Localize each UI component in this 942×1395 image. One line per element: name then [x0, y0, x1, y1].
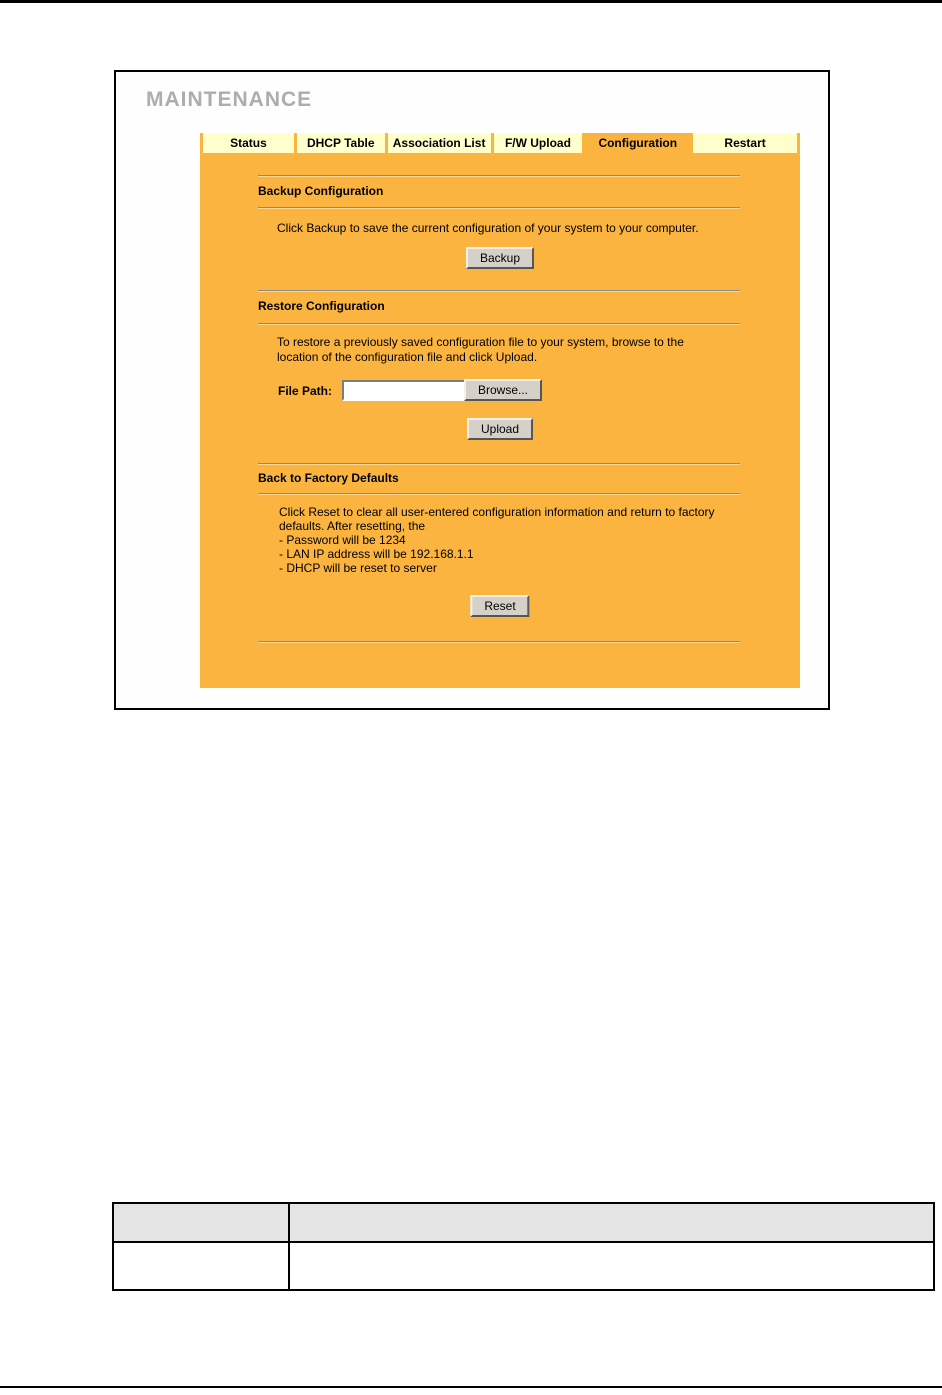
- backup-description: Click Backup to save the current configuration of your system to your computer.: [277, 221, 699, 235]
- table-header-cell: [289, 1203, 934, 1242]
- page-top-rule: [0, 0, 942, 3]
- table-cell: [289, 1242, 934, 1290]
- tab-status[interactable]: Status: [203, 133, 294, 153]
- section-rule: [258, 207, 740, 209]
- section-rule: [258, 290, 740, 292]
- factory-description-line: - Password will be 1234: [279, 533, 406, 547]
- page-title: MAINTENANCE: [146, 88, 313, 111]
- backup-section-heading: Backup Configuration: [258, 184, 384, 198]
- page-bottom-rule: [0, 1386, 942, 1388]
- tab-configuration[interactable]: Configuration: [598, 136, 678, 150]
- tab-bar: [200, 133, 800, 153]
- restore-description-line: location of the configuration file and click Upload.: [277, 350, 538, 364]
- tab-dhcp-table[interactable]: DHCP Table: [297, 133, 385, 153]
- table-row: [113, 1242, 934, 1290]
- restore-description: [277, 335, 737, 365]
- tab-association-list[interactable]: Association List: [388, 133, 491, 153]
- factory-description-line: Click Reset to clear all user-entered configuration information and return to factory: [279, 505, 715, 519]
- section-rule: [258, 641, 740, 643]
- restore-section-heading: Restore Configuration: [258, 299, 385, 313]
- reset-button[interactable]: Reset: [470, 595, 529, 617]
- reference-table: [112, 1202, 935, 1291]
- factory-description-line: - DHCP will be reset to server: [279, 561, 437, 575]
- screenshot-frame: [114, 70, 830, 710]
- tab-restart[interactable]: Restart: [693, 133, 797, 153]
- factory-description-line: - LAN IP address will be 192.168.1.1: [279, 547, 474, 561]
- file-path-label: File Path:: [278, 384, 333, 398]
- factory-description: [279, 505, 739, 575]
- factory-description-line: defaults. After resetting, the: [279, 519, 426, 533]
- file-path-input[interactable]: [342, 380, 478, 401]
- backup-button[interactable]: Backup: [466, 247, 534, 269]
- table-header-row: [113, 1203, 934, 1242]
- section-rule: [258, 493, 740, 495]
- section-rule: [258, 323, 740, 325]
- maintenance-panel: [200, 133, 800, 688]
- factory-section-heading: Back to Factory Defaults: [258, 471, 399, 485]
- table-header-cell: [113, 1203, 289, 1242]
- section-rule: [258, 175, 740, 177]
- browse-button[interactable]: Browse...: [464, 379, 542, 401]
- table-cell: [113, 1242, 289, 1290]
- tab-fw-upload[interactable]: F/W Upload: [494, 133, 583, 153]
- section-rule: [258, 463, 740, 465]
- restore-description-line: To restore a previously saved configuration file to your system, browse to the: [277, 335, 684, 349]
- upload-button[interactable]: Upload: [467, 418, 533, 440]
